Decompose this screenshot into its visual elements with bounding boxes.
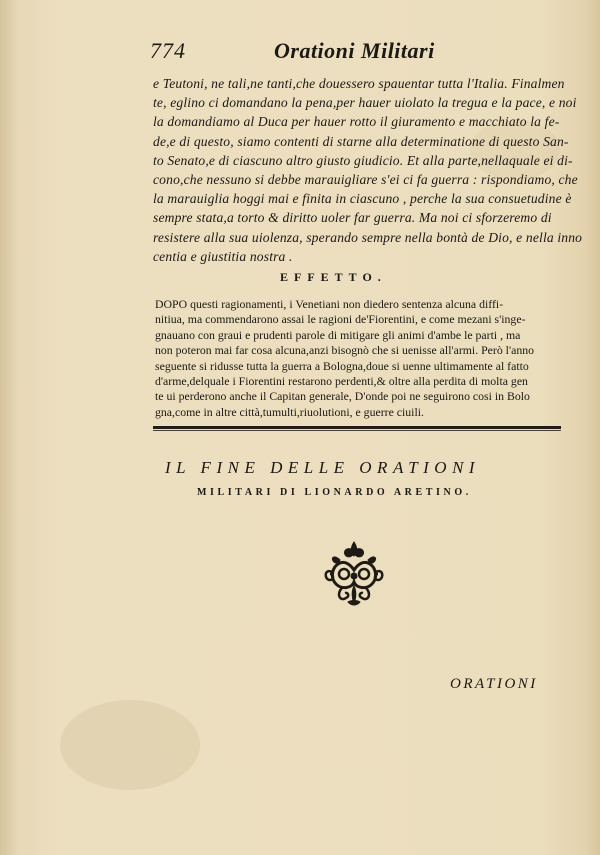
roman-paragraph	[155, 297, 575, 420]
closing-subtitle: MILITARI DI LIONARDO ARETINO.	[197, 487, 472, 498]
text-line: te ui perderono anche il Capitan generale, D'onde poi ne seguirono cosi in Bolo	[155, 389, 530, 404]
closing-title: IL FINE DELLE ORATIONI	[165, 458, 481, 477]
fleuron-icon	[318, 538, 390, 610]
section-heading: EFFETTO.	[280, 270, 387, 284]
text-line: centia e giustitia nostra .	[153, 248, 293, 264]
text-line: DOPO questi ragionamenti, i Venetiani non diedero sentenza alcuna diffi-	[155, 297, 504, 311]
catchword: ORATIONI	[450, 676, 538, 692]
text-line: la domandiamo al Duca per hauer rotto il giuramento e macchiato la fe-	[153, 114, 560, 130]
text-line: e Teutoni, ne tali,ne tanti,che douessero spauentar tutta l'Italia. Finalmen	[153, 76, 565, 91]
page-number: 774	[150, 38, 186, 63]
paper-stain	[60, 700, 200, 790]
text-line: cono,che nessuno si debbe marauigliare s'ei ci fa guerra : rispondiamo, che	[153, 172, 578, 188]
divider-rule	[153, 426, 561, 429]
text-line: gnauano con graui e prudenti parole di mitigare gli animi d'ambe le parti , ma	[155, 327, 521, 342]
text-line: non poteron mai far cosa alcuna,anzi bisognò che si uenisse all'armi. Però l'anno	[155, 343, 535, 358]
text-line: la marauiglia hoggi mai e finita in ciascuno , perche la sua consuetudine è	[153, 191, 572, 207]
text-line: seguente si ridusse tutta la guerra a Bologna,doue si uenne ultimamente al fatto	[155, 358, 529, 373]
italic-paragraph	[153, 74, 583, 266]
text-line: d'arme,delquale i Fiorentini restarono perdenti,& oltre alla perdita di molta gen	[155, 374, 528, 389]
page-header	[150, 38, 470, 72]
divider-rule-thin	[153, 430, 561, 431]
text-line: gna,come in altre città,tumulti,riuolutioni, e guerre ciuili.	[155, 404, 424, 419]
running-title: Orationi Militari	[274, 38, 435, 63]
text-line: nitiua, ma commendarono assai le ragioni de'Fiorentini, e come mezani s'inge-	[155, 312, 526, 327]
text-line: resistere alla sua uiolenza, sperando sempre nella bontà de Dio, e nella inno	[153, 229, 583, 245]
text-line: te, eglino ci domandano la pena,per hauer uiolato la tregua e la pace, e noi	[153, 95, 577, 111]
text-line: to Senato,e di ciascuno altro giusto giudicio. Et alla parte,nellaquale ei di-	[153, 152, 573, 168]
text-line: sempre stata,a torto & diritto uoler far guerra. Ma noi ci sforzeremo di	[153, 210, 552, 226]
text-line: de,e di questo, siamo contenti di starne alla determinatione di questo San-	[153, 133, 569, 149]
